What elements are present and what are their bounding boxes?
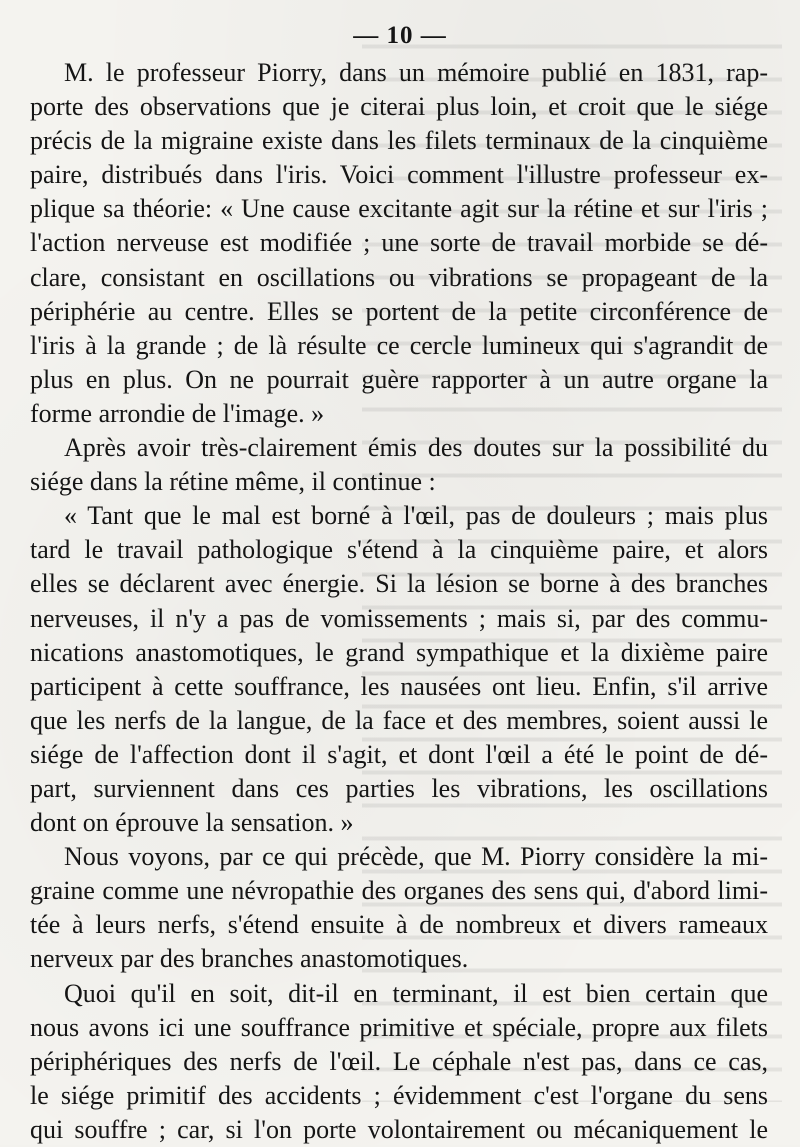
text-line: M. le professeur Piorry, dans un mémoire publié en 1831, rap-	[64, 58, 768, 87]
text-line: graine comme une névropathie des organes des sens qui, d'abord limi-	[30, 876, 768, 906]
text-line: elles se déclarent avec énergie. Si la lésion se borne à des branches	[30, 569, 768, 599]
text-line: l'iris à la grande ; de là résulte ce cercle lumineux qui s'agrandit de	[30, 330, 768, 360]
text-line: précis de la migraine existe dans les filets terminaux de la cinquième	[30, 126, 768, 156]
body-text	[30, 56, 768, 1147]
text-line: nerveuses, il n'y a pas de vomissements ; mais si, par des commu-	[30, 603, 768, 633]
text-line: plus en plus. On ne pourrait guère rapporter à un autre organe la	[30, 364, 768, 394]
text-line: Après avoir très-clairement émis des doutes sur la possibilité du	[64, 433, 768, 463]
text-line: l'action nerveuse est modifiée ; une sorte de travail morbide se dé-	[30, 228, 768, 258]
text-line: clare, consistant en oscillations ou vibrations se propageant de la	[30, 262, 768, 292]
text-line: nications anastomotiques, le grand sympathique et la dixième paire	[30, 637, 768, 667]
text-line: siége de l'affection dont il s'agit, et dont l'œil a été le point de dé-	[30, 739, 768, 769]
text-line: paire, distribués dans l'iris. Voici comment l'illustre professeur ex-	[30, 160, 768, 190]
text-line: que les nerfs de la langue, de la face et des membres, soient aussi le	[30, 705, 768, 735]
page-number: — 10 —	[353, 22, 447, 49]
text-line: siége dans la rétine même, il continue :	[30, 467, 436, 497]
text-line: dont on éprouve la sensation. »	[30, 808, 354, 838]
text-line: périphérie au centre. Elles se portent de la petite circonférence de	[30, 296, 768, 326]
text-line: périphériques des nerfs de l'œil. Le céphale n'est pas, dans ce cas,	[30, 1046, 768, 1076]
text-line: nous avons ici une souffrance primitive et spéciale, propre aux filets	[30, 1012, 768, 1042]
text-line: « Tant que le mal est borné à l'œil, pas de douleurs ; mais plus	[64, 501, 768, 531]
text-line: Nous voyons, par ce qui précède, que M. Piorry considère la mi-	[64, 842, 768, 872]
text-line: porte des observations que je citerai plus loin, et croit que le siége	[30, 92, 768, 122]
text-line: plique sa théorie: « Une cause excitante agit sur la rétine et sur l'iris ;	[30, 194, 768, 224]
text-line: participent à cette souffrance, les nausées ont lieu. Enfin, s'il arrive	[30, 671, 768, 701]
text-line: qui souffre ; car, si l'on porte volontairement ou mécaniquement le	[30, 1114, 768, 1144]
text-line: nerveux par des branches anastomotiques.	[30, 944, 469, 974]
text-line: Quoi qu'il en soit, dit-il en terminant, il est bien certain que	[64, 978, 768, 1008]
text-line: tée à leurs nerfs, s'étend ensuite à de nombreux et divers rameaux	[30, 910, 768, 940]
text-line: le siége primitif des accidents ; évidemment c'est l'organe du sens	[30, 1080, 768, 1110]
text-line: forme arrondie de l'image. »	[30, 398, 325, 428]
text-line: tard le travail pathologique s'étend à la cinquième paire, et alors	[30, 535, 768, 565]
text-line: part, surviennent dans ces parties les vibrations, les oscillations	[30, 773, 768, 803]
